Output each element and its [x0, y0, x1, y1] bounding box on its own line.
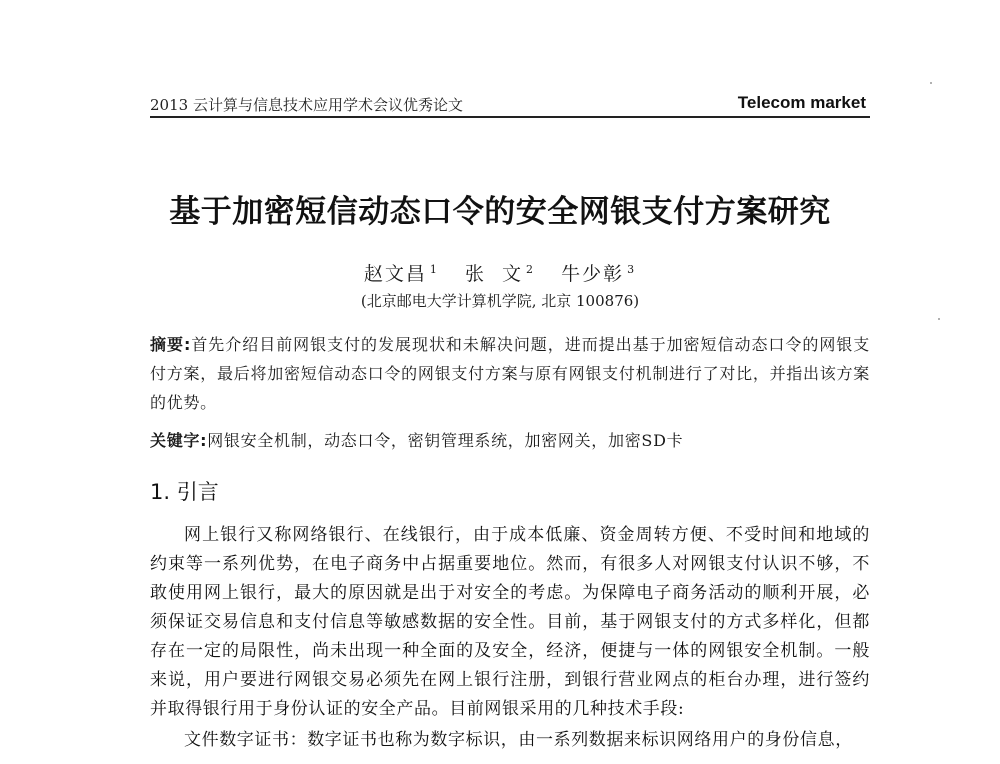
paper-title: 基于加密短信动态口令的安全网银支付方案研究	[169, 194, 831, 230]
section-heading-introduction: 1. 引言	[150, 480, 219, 504]
author-name: 牛少彰	[561, 263, 625, 285]
keywords	[150, 427, 870, 455]
abstract	[150, 330, 870, 417]
header-rule	[150, 116, 870, 118]
author-list	[0, 259, 1000, 286]
running-header	[150, 92, 868, 116]
keywords-text: 网银安全机制，动态口令，密钥管理系统，加密网关，加密SD卡	[207, 431, 684, 450]
journal-name: Telecom market	[737, 93, 866, 112]
conference-name: 2013 云计算与信息技术应用学术会议优秀论文	[150, 96, 463, 114]
affiliation: (北京邮电大学计算机学院, 北京 100876)	[360, 292, 640, 310]
body-paragraph-1: 网上银行又称网络银行、在线银行，由于成本低廉、资金周转方便、不受时间和地域的约束等一系列优势，在电子商务中占据重要地位。然而，有很多人对网银支付认识不够，不敢使用网上银行，最大的原因就是出于对安全的考虑。为保障电子商务活动的顺利开展，必须保证交易信息和支付信息等敏感数据的安全性。目前，基于网银支付的方式多样化，但都存在一定的局限性，尚未出现一种全面的及安全，经济，便捷与一体的网银安全机制。一般来说，用户要进行网银交易必须先在网上银行注册，到银行营业网点的柜台办理，进行签约并取得银行用于身份认证的安全产品。目前网银采用的几种技术手段:	[150, 525, 870, 719]
abstract-text: 首先介绍目前网银支付的发展现状和未解决问题，进而提出基于加密短信动态口令的网银支付方案，最后将加密短信动态口令的网银支付方案与原有网银支付机制进行了对比，并指出该方案的优势。	[150, 335, 870, 412]
author-3	[561, 263, 636, 285]
abstract-label: 摘要:	[150, 335, 192, 354]
scan-speck	[930, 82, 932, 84]
author-affiliation-mark: 2	[526, 262, 536, 276]
author-name: 张 文	[464, 263, 524, 285]
author-name: 赵文昌	[363, 263, 427, 285]
keywords-label: 关键字:	[150, 431, 208, 450]
author-2	[465, 263, 535, 285]
author-affiliation-mark: 3	[627, 262, 637, 276]
body-paragraph-2: 文件数字证书：数字证书也称为数字标识，由一系列数据来标识网络用户的身份信息，	[184, 730, 853, 750]
author-1	[364, 263, 439, 285]
scan-speck	[938, 318, 940, 320]
author-affiliation-mark: 1	[429, 262, 439, 276]
